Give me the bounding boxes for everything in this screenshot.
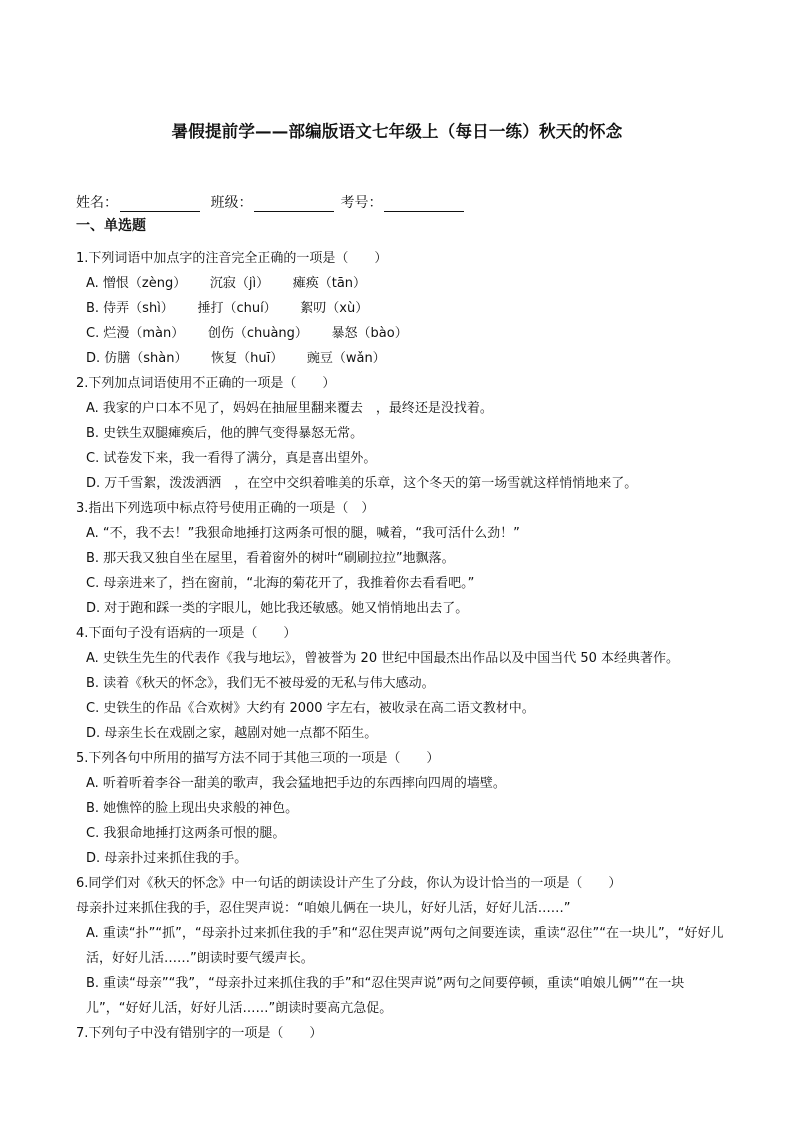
- question-3-option-a: A. “不，我不去！”我狠命地捶打这两条可恨的腿，喊着，“我可活什么劲！”: [86, 526, 520, 541]
- question-3-option-b: B. 那天我又独自坐在屋里，看着窗外的树叶“刷刷拉拉”地飘落。: [86, 551, 455, 566]
- question-6-quote: 母亲扑过来抓住我的手，忍住哭声说：“咱娘儿俩在一块儿，好好儿活，好好儿活……”: [76, 901, 571, 916]
- page-title: 暑假提前学——部编版语文七年级上（每日一练）秋天的怀念: [171, 122, 623, 141]
- number-blank: [384, 197, 464, 212]
- question-5-option-d: D. 母亲扑过来抓住我的手。: [86, 851, 248, 866]
- question-2-option-d: D. 万千雪絮，泼泼洒洒 ，在空中交织着唯美的乐章，这个冬天的第一场雪就这样悄悄地来了。: [86, 476, 638, 491]
- question-4-option-a: A. 史铁生先生的代表作《我与地坛》，曾被誉为 20 世纪中国最杰出作品以及中国当代 50 本经典著作。: [86, 651, 680, 666]
- name-label: 姓名：: [76, 195, 118, 211]
- name-blank: [120, 197, 200, 212]
- question-1-option-a: A. 憎恨（zèng） 沉寂（jì） 瘫痪（tān）: [86, 276, 367, 291]
- class-label: 班级：: [210, 195, 253, 211]
- question-3-option-d: D. 对于跑和踩一类的字眼儿，她比我还敏感。她又悄悄地出去了。: [86, 601, 469, 616]
- question-3-option-c: C. 母亲进来了，挡在窗前，“北海的菊花开了，我推着你去看看吧。”: [86, 576, 475, 591]
- question-2-option-c: C. 试卷发下来，我一看得了满分，真是喜出望外。: [86, 451, 377, 466]
- question-1-stem: 1.下列词语中加点字的注音完全正确的一项是（ ）: [76, 251, 388, 266]
- question-6-option-b: B. 重读“母亲”“我”，“母亲扑过来抓住我的手”和“忍住哭声说”两句之间要停顿，重读“咱娘儿俩”“在一块儿”，“好好儿活，好好儿活……”朗读时要高亢急促。: [86, 976, 685, 1016]
- question-1-option-c: C. 烂漫（màn） 创伤（chuàng） 暴怒（bào）: [86, 326, 408, 341]
- question-5-option-b: B. 她憔悴的脸上现出央求般的神色。: [86, 801, 299, 816]
- section-heading: 一、单选题: [76, 218, 146, 234]
- question-4-option-d: D. 母亲生长在戏剧之家，越剧对她一点都不陌生。: [86, 726, 378, 741]
- question-4-stem: 4.下面句子没有语病的一项是（ ）: [76, 626, 297, 641]
- question-2-option-b: B. 史铁生双腿瘫痪后，他的脾气变得暴怒无常。: [86, 426, 364, 441]
- question-4-option-c: C. 史铁生的作品《合欢树》大约有 2000 字左右，被收录在高二语文教材中。: [86, 701, 535, 716]
- question-5-option-c: C. 我狠命地捶打这两条可恨的腿。: [86, 826, 286, 841]
- question-7-stem: 7.下列句子中没有错别字的一项是（ ）: [76, 1026, 323, 1041]
- student-info-line: [76, 192, 470, 212]
- number-label: 考号：: [340, 195, 383, 211]
- question-1-option-b: B. 侍弄（shì） 捶打（chuí） 絮叨（xù）: [86, 301, 369, 316]
- questions-list: [76, 246, 726, 1046]
- question-2-option-a: A. 我家的户口本不见了，妈妈在抽屉里翻来覆去 ，最终还是没找着。: [86, 401, 493, 416]
- question-2-stem: 2.下列加点词语使用不正确的一项是（ ）: [76, 376, 336, 391]
- question-4-option-b: B. 读着《秋天的怀念》，我们无不被母爱的无私与伟大感动。: [86, 676, 435, 691]
- question-3-stem: 3.指出下列选项中标点符号使用正确的一项是（ ）: [76, 501, 375, 516]
- question-6-option-a: A. 重读“扑”“抓”，“母亲扑过来抓住我的手”和“忍住哭声说”两句之间要连读，重读“忍住”“在一块儿”，“好好儿活，好好儿活……”朗读时要气缓声长。: [86, 926, 724, 966]
- question-5-stem: 5.下列各句中所用的描写方法不同于其他三项的一项是（ ）: [76, 751, 440, 766]
- class-blank: [254, 197, 334, 212]
- question-6-stem: 6.同学们对《秋天的怀念》中一句话的朗读设计产生了分歧，你认为设计恰当的一项是（ ）: [76, 876, 622, 891]
- question-5-option-a: A. 听着听着李谷一甜美的歌声，我会猛地把手边的东西摔向四周的墙壁。: [86, 776, 506, 791]
- question-1-option-d: D. 仿膳（shàn） 恢复（huī） 豌豆（wǎn）: [86, 351, 386, 366]
